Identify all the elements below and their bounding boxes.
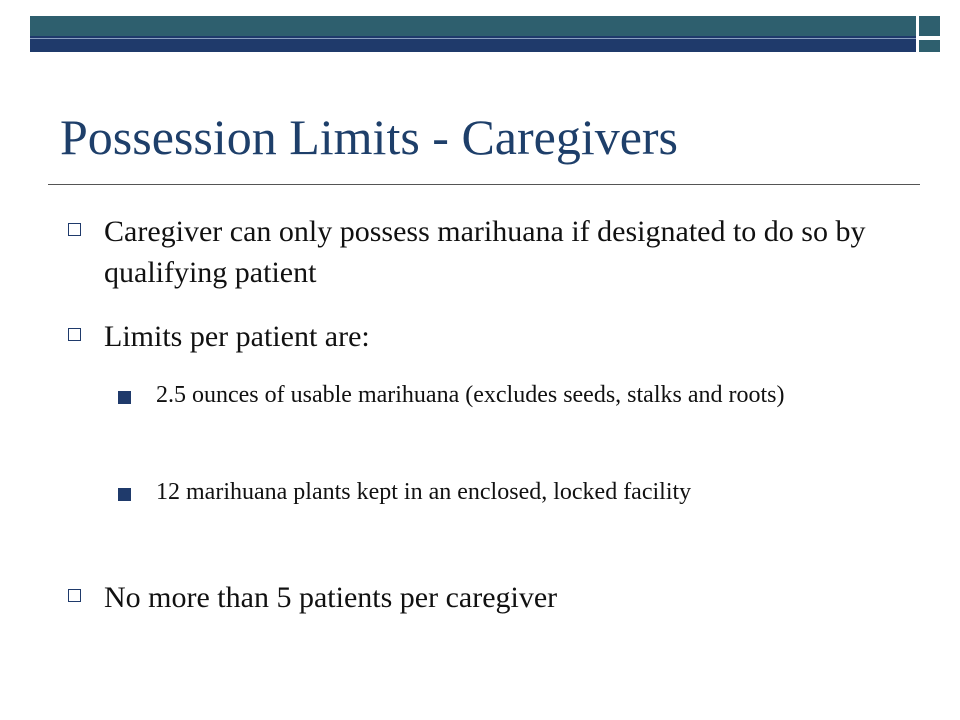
header-banner <box>30 16 916 36</box>
corner-square-bottom <box>919 38 940 52</box>
bullet-item <box>68 316 908 357</box>
corner-square-top <box>919 16 940 36</box>
hollow-square-bullet-icon <box>68 589 81 602</box>
sub-bullet-item <box>118 475 908 510</box>
filled-square-bullet-icon <box>118 391 131 404</box>
sub-bullet-text: 2.5 ounces of usable marihuana (excludes seeds, stalks and roots) <box>156 382 785 408</box>
sub-bullet-item <box>118 378 908 413</box>
sub-bullet-text: 12 marihuana plants kept in an enclosed, locked facility <box>156 479 692 505</box>
hollow-square-bullet-icon <box>68 223 81 236</box>
bullet-text: Caregiver can only possess marihuana if designated to do so by qualifying patient <box>104 215 866 289</box>
filled-square-bullet-icon <box>118 488 131 501</box>
header-banner-line <box>30 38 916 39</box>
title-divider <box>48 184 920 185</box>
slide-title: Possession Limits - Caregivers <box>60 109 679 165</box>
bullet-item <box>68 577 908 618</box>
hollow-square-bullet-icon <box>68 328 81 341</box>
bullet-text: No more than 5 patients per caregiver <box>104 581 558 614</box>
bullet-text: Limits per patient are: <box>104 320 370 353</box>
bullet-item <box>68 211 908 293</box>
